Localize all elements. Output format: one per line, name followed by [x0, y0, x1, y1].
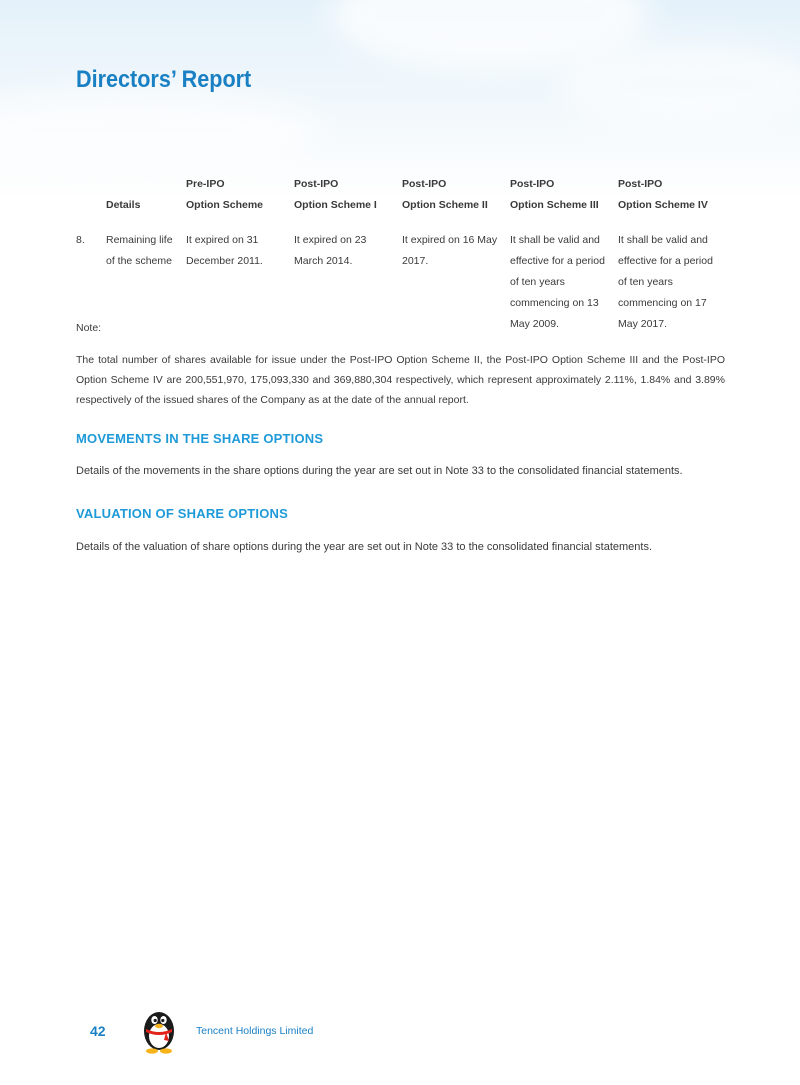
header-cell-post-ipo-iii: Post-IPO Option Scheme III	[510, 178, 599, 211]
section-heading-movements: MOVEMENTS IN THE SHARE OPTIONS	[76, 431, 324, 446]
header-cell-details: Details	[106, 199, 141, 211]
row-detail: Remaining life of the scheme	[106, 234, 173, 267]
cell-post-ipo-ii: It expired on 16 May 2017.	[402, 234, 498, 267]
header-cell-post-ipo-ii: Post-IPO Option Scheme II	[402, 178, 488, 211]
row-number: 8.	[76, 234, 85, 246]
cell-post-ipo-i: It expired on 23 March 2014.	[294, 234, 367, 267]
cell-post-ipo-iii: It shall be valid and effective for a period of ten years commencing on 13 May 2009.	[510, 234, 605, 330]
table-header-row	[76, 174, 726, 216]
section-heading-valuation: VALUATION OF SHARE OPTIONS	[76, 506, 289, 521]
header-cell-number	[76, 174, 106, 216]
cell-post-ipo-iv: It shall be valid and effective for a period of ten years commencing on 17 May 2017.	[618, 234, 713, 330]
header-background	[0, 0, 800, 200]
note-text: The total number of shares available for issue under the Post-IPO Option Scheme II, the Post-IPO Option Scheme III and the Post-IPO Option Scheme IV are 200,551,970, 175,093,330 and 369,880,304 respectively, which represent approximately 2.11%, 1.84% and 3.89% respectively of the issued shares of the Company as at the date of the annual report.	[76, 354, 725, 406]
cloud-decoration	[0, 90, 320, 170]
note-label: Note:	[76, 322, 102, 334]
header-cell-post-ipo-iv: Post-IPO Option Scheme IV	[618, 178, 708, 211]
company-name: Tencent Holdings Limited	[196, 1025, 314, 1037]
section-text-movements: Details of the movements in the share options during the year are set out in Note 33 to the consolidated financial statements.	[76, 465, 683, 477]
table-row	[76, 216, 726, 335]
cell-pre-ipo: It expired on 31 December 2011.	[186, 234, 263, 267]
cloud-decoration	[560, 40, 800, 130]
section-text-valuation: Details of the valuation of share options during the year are set out in Note 33 to the consolidated financial statements.	[76, 541, 653, 553]
header-cell-post-ipo-i: Post-IPO Option Scheme I	[294, 178, 377, 211]
page-title: Directors’ Report	[76, 66, 252, 93]
share-option-schemes-table	[76, 174, 726, 335]
page-number: 42	[90, 1023, 106, 1039]
penguin-mascot-icon	[138, 1005, 180, 1055]
header-cell-pre-ipo: Pre-IPO Option Scheme	[186, 178, 264, 211]
